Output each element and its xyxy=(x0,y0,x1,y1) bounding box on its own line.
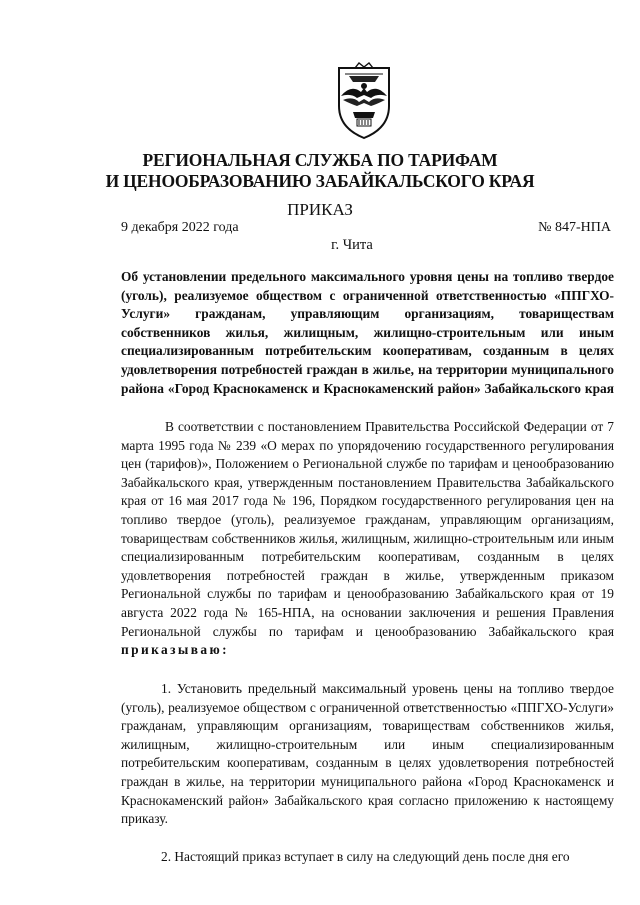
document-type: ПРИКАЗ xyxy=(287,200,353,219)
zabaykalsky-coat-of-arms-icon xyxy=(331,62,397,142)
document-title: Об установлении предельного максимального уровня цены на топливо твердое (уголь), реализуемое обществом с ограниченной ответственностью «ППГХО-Услуги» гражданам, управляющим организациям, товариществам собственников жилья, жилищным, жилищно-строительным или иным специализированным потребительским кооперативам, созданным в целях удовлетворения потребностей граждан в жилье, на территории муниципального района «Город Краснокаменск и Краснокаменский район» Забайкальского края xyxy=(121,269,614,396)
organization-name-line-1: РЕГИОНАЛЬНАЯ СЛУЖБА ПО ТАРИФАМ xyxy=(142,150,498,170)
order-directive: приказываю: xyxy=(121,642,229,658)
order-item-1: 1. Установить предельный максимальный уровень цены на топливо твердое (уголь), реализуемое обществом с ограниченной ответственностью «ППГХО-Услуги» гражданам, управляющим организациям, товариществам собственников жилья, жилищным, жилищно-строительным или иным специализированным потребительским кооперативам, созданным в целях удовлетворения потребностей граждан в жилье, на территории муниципального района «Город Краснокаменск и Краснокаменский район» Забайкальского края согласно приложению к настоящему приказу. xyxy=(121,681,614,827)
order-number: № 847-НПА xyxy=(538,220,611,235)
order-date: 9 декабря 2022 года xyxy=(121,220,239,235)
order-item-2: 2. Настоящий приказ вступает в силу на следующий день после дня его xyxy=(161,849,570,864)
preamble-paragraph xyxy=(121,418,614,660)
city: г. Чита xyxy=(331,237,373,253)
preamble-text: В соответствии с постановлением Правительства Российской Федерации от 7 марта 1995 года № 239 «О мерах по упорядочению государственного регулирования цен (тарифов)», Положением о Региональной службе по тарифам и ценообразованию Забайкальского края, утвержденным постановлением Правительства Забайкальского края от 16 мая 2017 года № 196, Порядком государственного регулирования цен на топливо твердое (уголь), реализуемое гражданам, управляющим организациям, товариществам собственников жилья, жилищным, жилищно-строительным или иным специализированным потребительским кооперативам, созданным в целях удовлетворения потребностей граждан в жилье, утвержденным приказом Региональной службы по тарифам и ценообразованию Забайкальского края от 19 августа 2022 года № 165-НПА, на основании заключения и решения Правления Региональной службы по тарифам и ценообразованию Забайкальского края xyxy=(121,419,614,639)
organization-name-line-2: И ЦЕНООБРАЗОВАНИЮ ЗАБАЙКАЛЬСКОГО КРАЯ xyxy=(105,171,535,191)
